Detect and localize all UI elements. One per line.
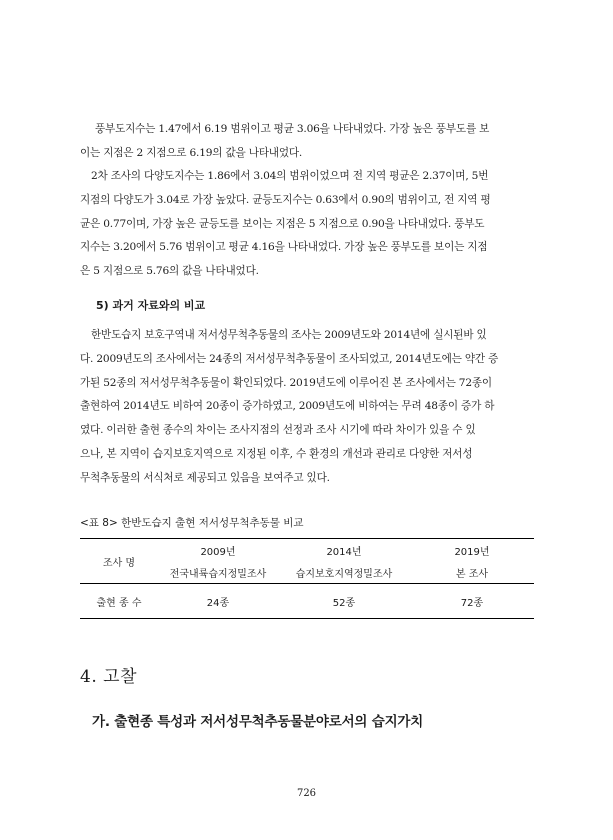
text-line: 다. 2009년도의 조사에서는 24종의 저서성무척추동물이 조사되었고, 2014년도에는 약간 증 xyxy=(80,352,499,365)
text-line: 균은 0.77이며, 가장 높은 균등도를 보이는 지점은 5 지점으로 0.90을 나타내었다. 풍부도 xyxy=(80,217,485,230)
text-line: 으나, 본 지역이 습지보호지역으로 지정된 이후, 수 환경의 개선과 관리로 다양한 저서성 xyxy=(80,447,473,460)
value-cell-2009: 24종 xyxy=(158,584,278,619)
row-header-cell: 조사 명 xyxy=(80,539,158,584)
page-number: 726 xyxy=(296,788,317,799)
value-cell-2019: 72종 xyxy=(410,584,534,619)
text-line: 한반도습지 보호구역내 저서성무척추동물의 조사는 2009년도와 2014년에 실시된바 있 xyxy=(91,329,487,341)
paragraph-second-survey xyxy=(80,165,536,284)
text-line: 출현하여 2014년도 비하여 20종이 증가하였고, 2009년도에 비하여는 무려 48종이 증가 하 xyxy=(80,400,495,413)
text-line: 은 5 지점으로 5.76의 값을 나타내었다. xyxy=(80,265,259,278)
column-year-2014: 2014년 xyxy=(278,539,410,562)
paragraph-past-comparison xyxy=(80,324,536,491)
paragraph-richness-1 xyxy=(80,118,536,166)
column-year-2019: 2019년 xyxy=(410,539,534,562)
chapter-heading xyxy=(80,662,137,687)
table-row xyxy=(80,584,534,619)
text-line: 였다. 이러한 출현 종수의 차이는 조사지점의 선정과 조사 시기에 따라 차이가 있을 수 있 xyxy=(80,424,476,437)
chapter-number: 4. xyxy=(80,667,98,687)
chapter-title: 고찰 xyxy=(103,667,137,687)
column-name-2009: 전국내륙습지정밀조사 xyxy=(158,561,278,584)
text-line: 이는 지점은 2 지점으로 6.19의 값을 나타내었다. xyxy=(80,146,303,159)
table-caption: <표 8> 한반도습지 출현 저서성무척추동물 비교 xyxy=(80,517,304,529)
text-line: 지점의 다양도가 3.04로 가장 높았다. 균등도지수는 0.63에서 0.90의 범위이고, 전 지역 평 xyxy=(80,193,491,206)
column-year-2009: 2009년 xyxy=(158,539,278,562)
text-line: 2차 조사의 다양도지수는 1.86에서 3.04의 범위이었으며 전 지역 평균은 2.37이며, 5번 xyxy=(91,170,489,182)
text-line: 무척추동물의 서식처로 제공되고 있음을 보여주고 있다. xyxy=(80,471,330,484)
value-cell-2014: 52종 xyxy=(278,584,410,619)
column-name-2019: 본 조사 xyxy=(410,561,534,584)
column-name-2014: 습지보호지역정밀조사 xyxy=(278,561,410,584)
subheading-past-comparison: 5) 과거 자료와의 비교 xyxy=(96,299,206,312)
text-line: 풍부도지수는 1.47에서 6.19 범위이고 평균 3.06을 나타내었다. 가장 높은 풍부도를 보 xyxy=(95,123,490,135)
text-line: 지수는 3.20에서 5.76 범위이고 평균 4.16을 나타내었다. 가장 높은 풍부도를 보이는 지점 xyxy=(80,241,488,254)
comparison-table xyxy=(80,538,534,619)
section-heading: 가. 출현종 특성과 저서성무척추동물분야로서의 습지가치 xyxy=(92,714,424,730)
table-header-row xyxy=(80,539,534,562)
text-line: 가된 52종의 저서성무척추동물이 확인되었다. 2019년도에 이루어진 본 조사에서는 72종이 xyxy=(80,376,492,389)
row-label-cell: 출현 종 수 xyxy=(80,584,158,619)
